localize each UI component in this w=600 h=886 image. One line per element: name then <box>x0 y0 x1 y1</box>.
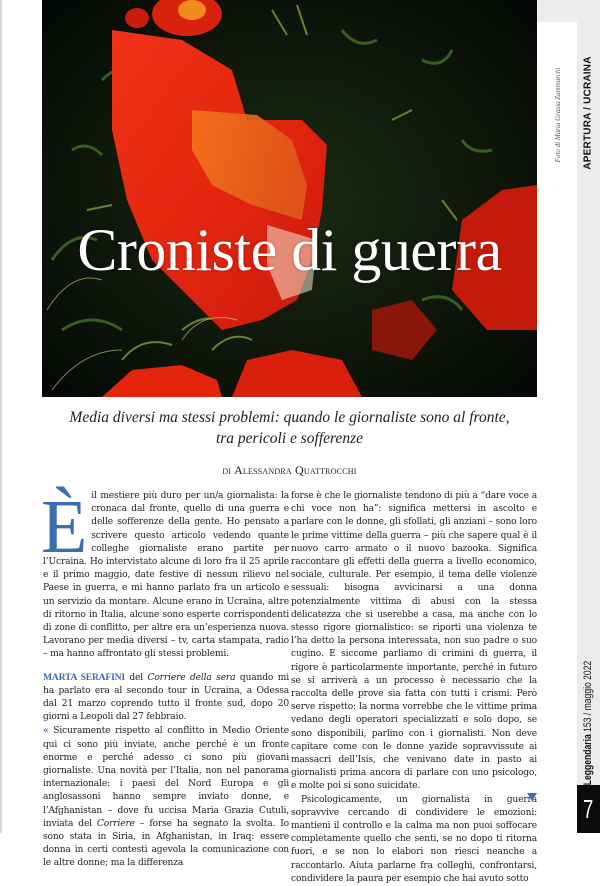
page-edge <box>0 0 2 833</box>
column-2-paragraph-2: Psicologicamente, un giornalista in guerra sopravvive cercando di condividere le emozioni: mantieni il controllo e la calma ma non puoi soffocare completamente quello che senti, se no dopo ti ritorna fuori, e se non lo elabori non riesci neanche a raccontarlo. Aiuta parlarne fra colleghi, confrontarsi, condividere la paura per esempio che hai avuto sotto <box>291 794 537 884</box>
sidebar-top <box>537 0 600 22</box>
text-column-2 <box>291 490 537 886</box>
subtitle-line-2: tra pericoli e sofferenze <box>215 430 364 447</box>
text-column-1 <box>41 485 289 871</box>
section-label: APERTURA / UCRAINA <box>582 56 594 170</box>
magazine-name: Leggendaria <box>582 734 594 786</box>
page-number: 7 <box>577 785 600 833</box>
poppy-illustration <box>42 0 537 397</box>
photo-credit: Foto di Maria Grazia Zammarchi <box>554 67 562 163</box>
drop-cap: È <box>41 485 88 569</box>
byline-prefix: di <box>222 463 232 477</box>
quote-mark-icon: « <box>43 725 49 737</box>
triangle-down-icon <box>527 793 537 801</box>
article-title: Croniste di guerra <box>77 217 502 283</box>
outlet-name: Corriere della sera <box>147 672 236 683</box>
issue-label <box>578 660 598 786</box>
column-2-paragraph-1: forse è che le giornaliste tendono di più a “dare voce a chi voce non ha”: significa mettersi in ascolto e parlare con le donne, gli sfollati, gli anziani – sono loro le prime vittime della guerra – più che sapere qual è il nuovo carro armato o il nuovo bazooka. Significa raccontare gli effetti della guerra a livello economico, sociale, culturale. Per esempio, il tema delle violenze sessuali: bisogna avvicinarsi a una donna potenzialmente vittima di abusi con la stessa delicatezza che si userebbe a casa, ma anche con lo stesso rigore giornalistico: se riporti una violenza te l’ha detto la persona interessata, non suo padre o suo cugino. E siccome parliamo di crimini di guerra, il rigore è particolarmente importante, perché in futuro se si arriverà a un processo è necessario che la raccolta delle prove sia fatta con tutti i crismi. Però serve rispetto: la norma vorrebbe che le vittime prima vedano degli operatori specializzati e solo dopo, se sono disponibili, parlino con i giornalisti. Non deve capitare come con le donne yazide sopravvissute ai massacri dell’Isis, che venivano date in pasto ai giornalisti prima ancora di parlare con uno psicologo, e molte poi si sono suicidate. <box>291 491 537 792</box>
interviewee-name: MARTA SERAFINI <box>43 671 125 683</box>
byline-author: Alessandra Quattrocchi <box>234 463 357 477</box>
hero-photo-poppy <box>42 0 537 397</box>
subtitle-line-1: Media diversi ma stessi problemi: quando le giornaliste sono al fronte, <box>69 409 510 426</box>
intro-paragraph: Èil mestiere più duro per un/a giornalista: la cronaca dal fronte, quello di una guerra e delle sofferenze della gente. Ho pensato a scrivere questo articolo vedendo quante colleghe giornaliste erano partite per l’Ucraina. Ho intervistato alcune di loro fra il 25 aprile e il primo maggio, date festive di nessun rilievo nel Paese in guerra, e mi hanno parlato fra un articolo e un servizio da montare. Alcune erano in Ucraina, altre di ritorno in Italia, alcune sono esperte corrispondenti di zone di conflitto, per altre era un’esperienza nuova. Lavorano per media diversi – tv, carta stampata, radio – ma hanno affrontato gli stessi problemi. <box>41 485 289 660</box>
byline <box>42 463 537 478</box>
issue-info: 153 / maggio 2022 <box>582 660 594 732</box>
interview-quote: « Sicuramente rispetto al conflitto in Medio Oriente qui ci sono più inviate, anche perché è un fronte enorme e perché adesso ci sono più giovani giornaliste. Una novità per l’Italia, non nel panorama internazionale: i paesi del Nord Europa e gli anglosassoni hanno sempre inviato donne, e l’Afghanistan – dove fu uccisa Maria Grazia Cutuli, inviata del Corriere – forse ha segnato la svolta. Io sono stata in Siria, in Afghanistan, in Iraq: essere donna in certi contesti agevola la comunicazione con le altre donne; ma la differenza <box>43 725 289 869</box>
article-subtitle <box>42 407 537 449</box>
interview-intro: MARTA SERAFINI del Corriere della sera quando mi ha parlato era al secondo tour in Ucraina, a Odessa dal 21 marzo coprendo tutto il fronte sud, dopo 20 giorni a Leopoli dal 27 febbraio. <box>43 671 289 723</box>
